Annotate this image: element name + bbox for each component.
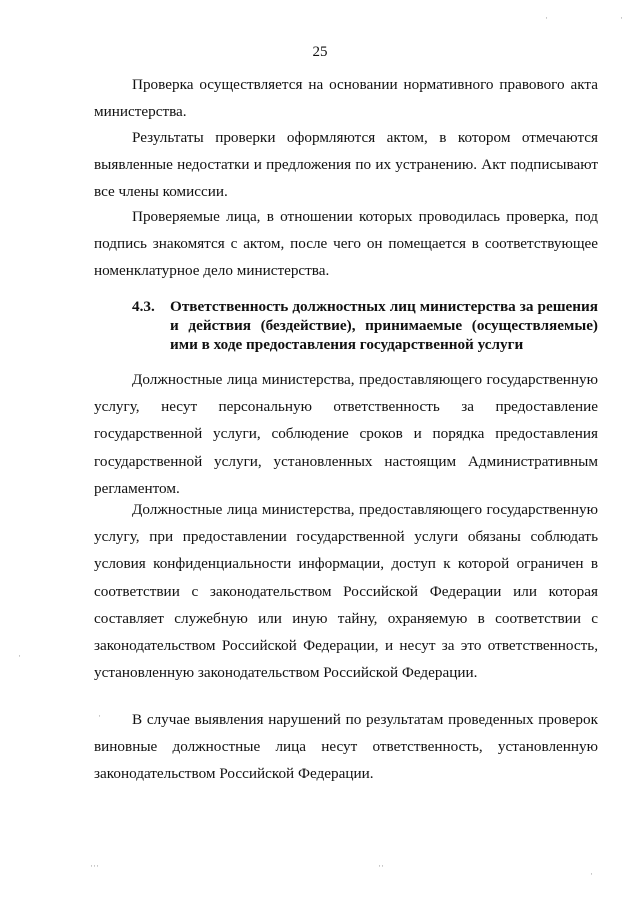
paragraph-inspected-persons: Проверяемые лица, в отношении которых проводилась проверка, под подпись знакомятся с актом, после чего он помещается в соответствующее номенклатурное дело министерства. (94, 208, 598, 280)
scan-speck: · (590, 869, 593, 879)
scan-speck: · (98, 711, 101, 721)
scan-speck: ·· (378, 861, 384, 871)
paragraph-inspection-results: Результаты проверки оформляются актом, в котором отмечаются выявленные недостатки и предложения по их устранению. Акт подписывают все члены комиссии. (94, 129, 598, 201)
section-number: 4.3. (132, 298, 155, 315)
paragraph-inspection-basis: Проверка осуществляется на основании нормативного правового акта министерства. (94, 76, 598, 121)
scan-speck: ··· (90, 861, 99, 871)
scan-speck: · (545, 13, 548, 23)
scan-speck: · (620, 13, 623, 23)
scan-speck: · (18, 651, 21, 661)
paragraph-confidentiality: Должностные лица министерства, предоставляющего государственную услугу, при предоставлении государственной услуги обязаны соблюдать условия конфиденциальности информации, доступ к которой ограничен в соответствии с законодательством Российской Федерации или которая составляет служебную или иную тайну, охраняемую в соответствии с законодательством Российской Федерации, и несут за это ответственность, установленную законодательством Российской Федерации. (94, 501, 598, 682)
page-number: 25 (312, 44, 328, 60)
paragraph-violations: В случае выявления нарушений по результатам проведенных проверок виновные должностные лица несут ответственность, установленную законодательством Российской Федерации. (94, 711, 598, 783)
section-title: Ответственность должностных лиц министерства за решения и действия (бездействие), принимаемые (осуществляемые) ими в ходе предоставления государственной услуги (170, 298, 598, 353)
paragraph-personal-responsibility: Должностные лица министерства, предоставляющего государственную услугу, несут персональную ответственность за предоставление государственной услуги, соблюдение сроков и порядка предоставления государственной услуги, установленных настоящим Административным регламентом. (94, 371, 598, 497)
